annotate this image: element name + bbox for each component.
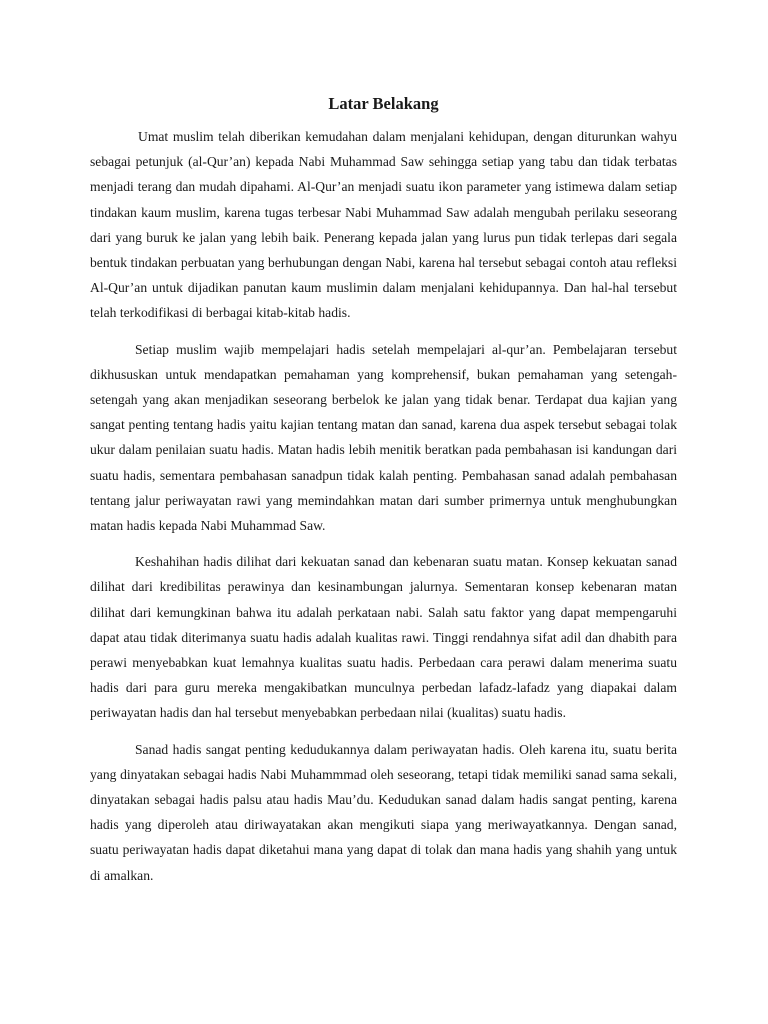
paragraph-2: Setiap muslim wajib mempelajari hadis setelah mempelajari al-qur’an. Pembelajaran tersebut dikhususkan untuk mendapatkan pemahaman yang komprehensif, bukan pemahaman yang setengah-setengah yang akan menjadikan seseorang berbelok ke jalan yang tidak benar. Terdapat dua kajian yang sangat penting tentang hadis yaitu kajian tentang matan dan sanad, karena dua aspek tersebut sebagai tolak ukur dalam penilaian suatu hadis. Matan hadis lebih menitik beratkan pada pembahasan isi kandungan dari suatu hadis, sementara pembahasan sanadpun tidak kalah penting. Pembahasan sanad adalah pembahasan tentang jalur periwayatan rawi yang memindahkan matan dari sumber primernya untuk menghubungkan matan hadis kepada Nabi Muhammad Saw.	[90, 341, 677, 534]
paragraph-1: Umat muslim telah diberikan kemudahan dalam menjalani kehidupan, dengan diturunkan wahyu sebagai petunjuk (al-Qur’an) kepada Nabi Muhammad Saw sehingga setiap yang tabu dan tidak terbatas menjadi terang dan mudah dipahami. Al-Qur’an menjadi suatu ikon parameter yang istimewa dalam setiap tindakan kaum muslim, karena tugas terbesar Nabi Muhammad Saw adalah mengubah perilaku seseorang dari yang buruk ke jalan yang lebih baik. Penerang kepada jalan yang lurus pun tidak terlepas dari segala bentuk tindakan perbuatan yang berhubungan dengan Nabi, karena hal tersebut sebagai contoh atau refleksi Al-Qur’an untuk dijadikan panutan kaum muslimin dalam menjalani kehidupannya. Dan hal-hal tersebut telah terkodifikasi di berbagai kitab-kitab hadis.	[90, 129, 677, 321]
page-title: Latar Belakang	[328, 94, 439, 113]
paragraph-3: Keshahihan hadis dilihat dari kekuatan sanad dan kebenaran suatu matan. Konsep kekuatan sanad dilihat dari kredibilitas perawinya dan kesinambungan jalurnya. Sementaran konsep kebenaran matan dilihat dari kemungkinan bahwa itu adalah perkataan nabi. Salah satu faktor yang dapat mempengaruhi dapat atau tidak diterimanya suatu hadis adalah kualitas rawi. Tinggi rendahnya sifat adil dan dhabith para perawi menyebabkan kuat lemahnya kualitas suatu hadis. Perbedaan cara perawi dalam menerima suatu hadis dari para guru mereka mengakibatkan munculnya perbedan lafadz-lafadz yang diapakai dalam periwayatan hadis dan hal tersebut menyebabkan perbedaan nilai (kualitas) suatu hadis.	[90, 554, 677, 721]
paragraph-4: Sanad hadis sangat penting kedudukannya dalam periwayatan hadis. Oleh karena itu, suatu berita yang dinyatakan sebagai hadis Nabi Muhammmad oleh seseorang, tetapi tidak memiliki sanad sama sekali, dinyatakan sebagai hadis palsu atau hadis Mau’du. Kedudukan sanad dalam hadis sangat penting, karena hadis yang diperoleh atau diriwayatakan akan mengikuti siapa yang meriwayatkannya. Dengan sanad, suatu periwayatan hadis dapat diketahui mana yang dapat di tolak dan mana hadis yang shahih yang untuk di amalkan.	[90, 741, 677, 883]
